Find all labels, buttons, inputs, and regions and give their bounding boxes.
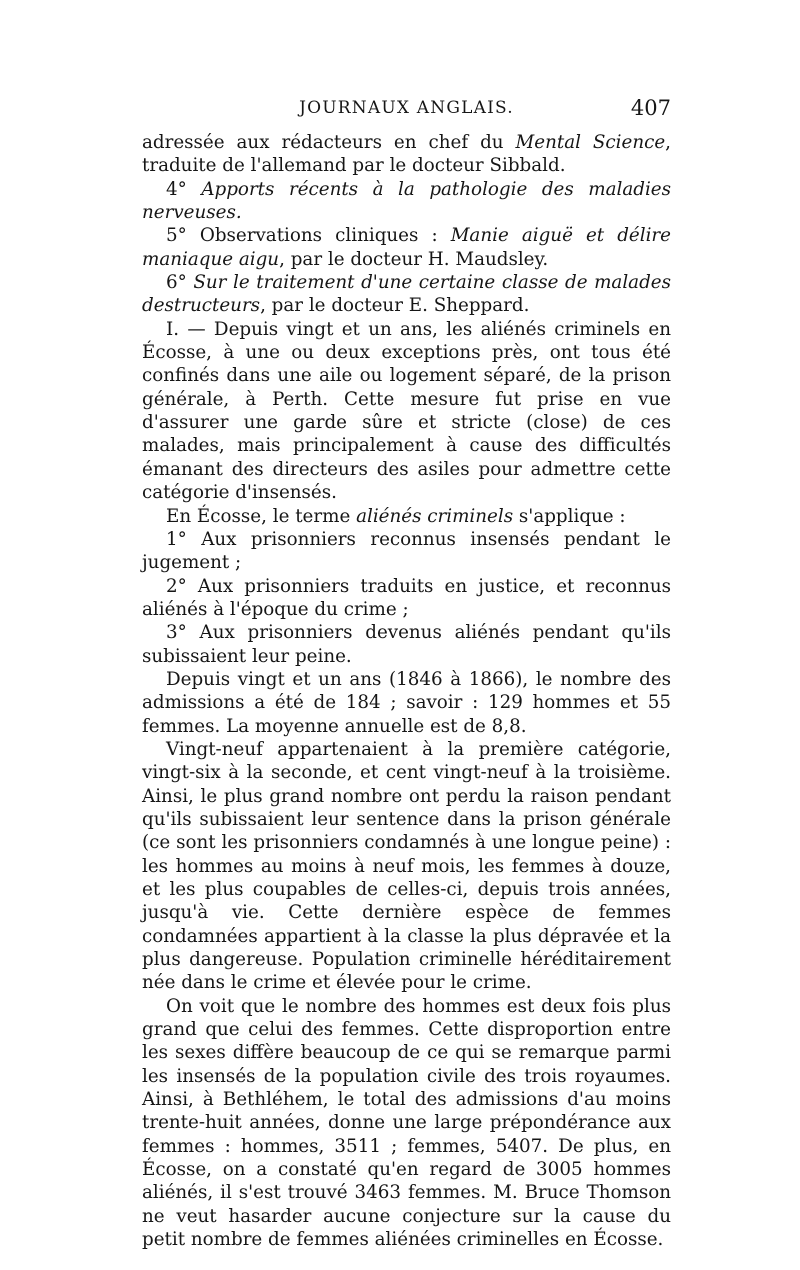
- text-run: 5° Observations cliniques :: [166, 225, 451, 247]
- text-run: Depuis vingt et un ans (1846 à 1866), le nombre des admissions a été de 184 ; savoir : 129 hommes et 55 femmes. La moyenne annuelle est de 8,8.: [142, 668, 671, 737]
- paragraph: [142, 528, 671, 575]
- text-run: , par le docteur E. Sheppard.: [260, 295, 530, 317]
- paragraph: [142, 318, 671, 505]
- italic-text: Sur le traitement d'une certaine classe de malades destructeurs: [142, 272, 671, 317]
- paragraph: [142, 995, 671, 1252]
- italic-text: Manie aiguë et délire maniaque aigu: [142, 225, 671, 270]
- paragraph: [142, 738, 671, 995]
- text-run: , par le docteur H. Maudsley.: [279, 248, 549, 270]
- text-run: 6°: [166, 272, 194, 294]
- text-run: , traduite de l'allemand par le docteur Sibbald.: [142, 132, 671, 177]
- running-head: [142, 96, 671, 126]
- paragraph: [142, 178, 671, 225]
- body-text: [142, 131, 671, 1252]
- paragraph: [142, 131, 671, 178]
- text-run: 3° Aux prisonniers devenus aliénés pendant qu'ils subissaient leur peine.: [142, 622, 671, 667]
- paragraph: [142, 575, 671, 622]
- text-run: adressée aux rédacteurs en chef du: [142, 132, 516, 153]
- text-run: En Écosse, le terme: [166, 505, 357, 527]
- text-run: 1° Aux prisonniers reconnus insensés pendant le jugement ;: [142, 528, 671, 574]
- italic-text: aliénés criminels: [356, 505, 514, 527]
- text-run: I. — Depuis vingt et un ans, les aliénés criminels en Écosse, à une ou deux exceptions près, ont tous été confinés dans une aile ou logement séparé, de la prison générale, à Perth. Cette mesure fut prise en vue d'assurer une garde sûre et stricte (close) de ces malades, mais principalement à cause des difficultés émanant des directeurs des asiles pour admettre cette catégorie d'insensés.: [142, 318, 671, 504]
- text-run: 4°: [166, 178, 202, 200]
- running-title: JOURNAUX ANGLAIS.: [299, 98, 514, 118]
- text-run: s'applique :: [513, 505, 626, 527]
- paragraph: [142, 668, 671, 738]
- paragraph: [142, 224, 671, 271]
- italic-text: Apports récents à la pathologie des maladies nerveuses.: [142, 178, 671, 224]
- text-run: 2° Aux prisonniers traduits en justice, et reconnus aliénés à l'époque du crime ;: [142, 575, 671, 620]
- page-number: 407: [630, 96, 671, 120]
- paragraph: [142, 505, 671, 528]
- text-run: Vingt-neuf appartenaient à la première catégorie, vingt-six à la seconde, et cent vingt-neuf à la troisième. Ainsi, le plus grand nombre ont perdu la raison pendant qu'ils subissaient leur sentence dans la prison générale (ce sont les prisonniers condamnés à une longue peine) : les hommes au moins à neuf mois, les femmes à douze, et les plus coupables de celles-ci, depuis trois années, jusqu'à vie. Cette dernière espèce de femmes condamnées appartient à la classe la plus dépravée et la plus dangereuse. Population criminelle héréditairement née dans le crime et élevée pour le crime.: [142, 738, 671, 994]
- paragraph: [142, 271, 671, 318]
- italic-text: Mental Science: [515, 132, 666, 153]
- paragraph: [142, 621, 671, 668]
- text-run: On voit que le nombre des hommes est deux fois plus grand que celui des femmes. Cette disproportion entre les sexes diffère beaucoup de ce qui se remarque parmi les insensés de la population civile des trois royaumes. Ainsi, à Bethléhem, le total des admissions d'au moins trente-huit années, donne une large prépondérance aux femmes : hommes, 3511 ; femmes, 5407. De plus, en Écosse, on a constaté qu'en regard de 3005 hommes aliénés, il s'est trouvé 3463 femmes. M. Bruce Thomson ne veut hasarder aucune conjecture sur la cause du petit nombre de femmes aliénées criminelles en Écosse.: [142, 995, 671, 1251]
